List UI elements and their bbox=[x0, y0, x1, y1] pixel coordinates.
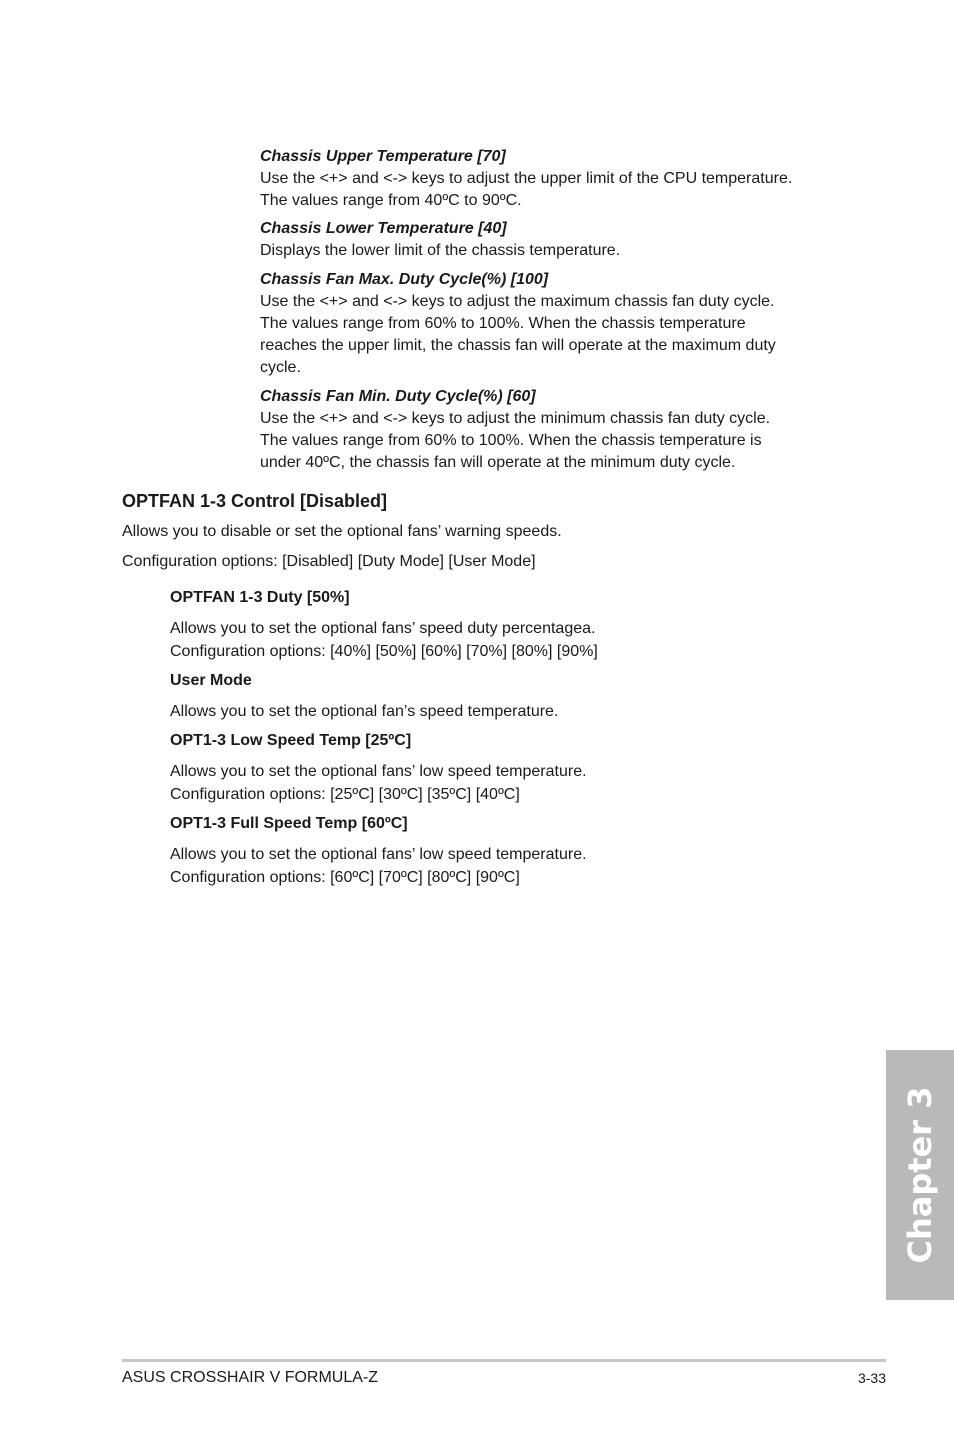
user-mode-title: User Mode bbox=[170, 672, 252, 689]
full-speed-temp-description: Allows you to set the optional fans’ low speed temperature. bbox=[170, 846, 587, 863]
chassis-lower-temp-title: Chassis Lower Temperature [40] bbox=[260, 220, 507, 237]
optfan-duty-title: OPTFAN 1-3 Duty [50%] bbox=[170, 589, 350, 606]
chassis-fan-min-line-3: under 40ºC, the chassis fan will operate at the minimum duty cycle. bbox=[260, 454, 736, 471]
footer-page-number: 3-33 bbox=[857, 1370, 886, 1386]
chapter-tab bbox=[886, 1050, 954, 1300]
full-speed-temp-options: Configuration options: [60ºC] [70ºC] [80ºC] [90ºC] bbox=[170, 869, 520, 886]
optfan-duty-description: Allows you to set the optional fans’ speed duty percentagea. bbox=[170, 620, 596, 637]
low-speed-temp-options: Configuration options: [25ºC] [30ºC] [35ºC] [40ºC] bbox=[170, 786, 520, 803]
chassis-lower-temp-block bbox=[260, 218, 850, 262]
low-speed-temp-title: OPT1-3 Low Speed Temp [25ºC] bbox=[170, 732, 412, 749]
optfan-duty-options: Configuration options: [40%] [50%] [60%] [70%] [80%] [90%] bbox=[170, 643, 598, 660]
chassis-fan-max-line-3: reaches the upper limit, the chassis fan will operate at the maximum duty bbox=[260, 337, 776, 354]
low-speed-temp-description: Allows you to set the optional fans’ low speed temperature. bbox=[170, 763, 587, 780]
full-speed-temp-title: OPT1-3 Full Speed Temp [60ºC] bbox=[170, 815, 408, 832]
chassis-fan-max-line-2: The values range from 60% to 100%. When the chassis temperature bbox=[260, 315, 746, 332]
user-mode-description: Allows you to set the optional fan’s speed temperature. bbox=[170, 703, 559, 720]
chassis-upper-temp-line-2: The values range from 40ºC to 90ºC. bbox=[260, 192, 522, 209]
chassis-fan-max-title: Chassis Fan Max. Duty Cycle(%) [100] bbox=[260, 271, 549, 288]
chassis-fan-max-block bbox=[260, 269, 850, 379]
chassis-upper-temp-block bbox=[260, 146, 850, 212]
footer-product-name: ASUS CROSSHAIR V FORMULA-Z bbox=[122, 1369, 379, 1386]
chassis-upper-temp-title: Chassis Upper Temperature [70] bbox=[260, 148, 506, 165]
footer-divider bbox=[122, 1359, 886, 1362]
optfan-control-options: Configuration options: [Disabled] [Duty Mode] [User Mode] bbox=[122, 553, 536, 570]
chassis-fan-max-line-1: Use the <+> and <-> keys to adjust the maximum chassis fan duty cycle. bbox=[260, 293, 775, 310]
chassis-fan-max-line-4: cycle. bbox=[260, 359, 301, 376]
chassis-fan-min-block bbox=[260, 386, 850, 474]
chassis-lower-temp-line-1: Displays the lower limit of the chassis temperature. bbox=[260, 242, 621, 259]
optfan-control-heading: OPTFAN 1-3 Control [Disabled] bbox=[122, 491, 388, 511]
chassis-fan-min-title: Chassis Fan Min. Duty Cycle(%) [60] bbox=[260, 388, 536, 405]
optfan-control-description: Allows you to disable or set the optional fans’ warning speeds. bbox=[122, 523, 562, 540]
chassis-fan-min-line-1: Use the <+> and <-> keys to adjust the minimum chassis fan duty cycle. bbox=[260, 410, 771, 427]
chassis-fan-min-line-2: The values range from 60% to 100%. When the chassis temperature is bbox=[260, 432, 762, 449]
chapter-tab-label: Chapter 3 bbox=[901, 1086, 939, 1264]
chassis-upper-temp-line-1: Use the <+> and <-> keys to adjust the upper limit of the CPU temperature. bbox=[260, 170, 793, 187]
